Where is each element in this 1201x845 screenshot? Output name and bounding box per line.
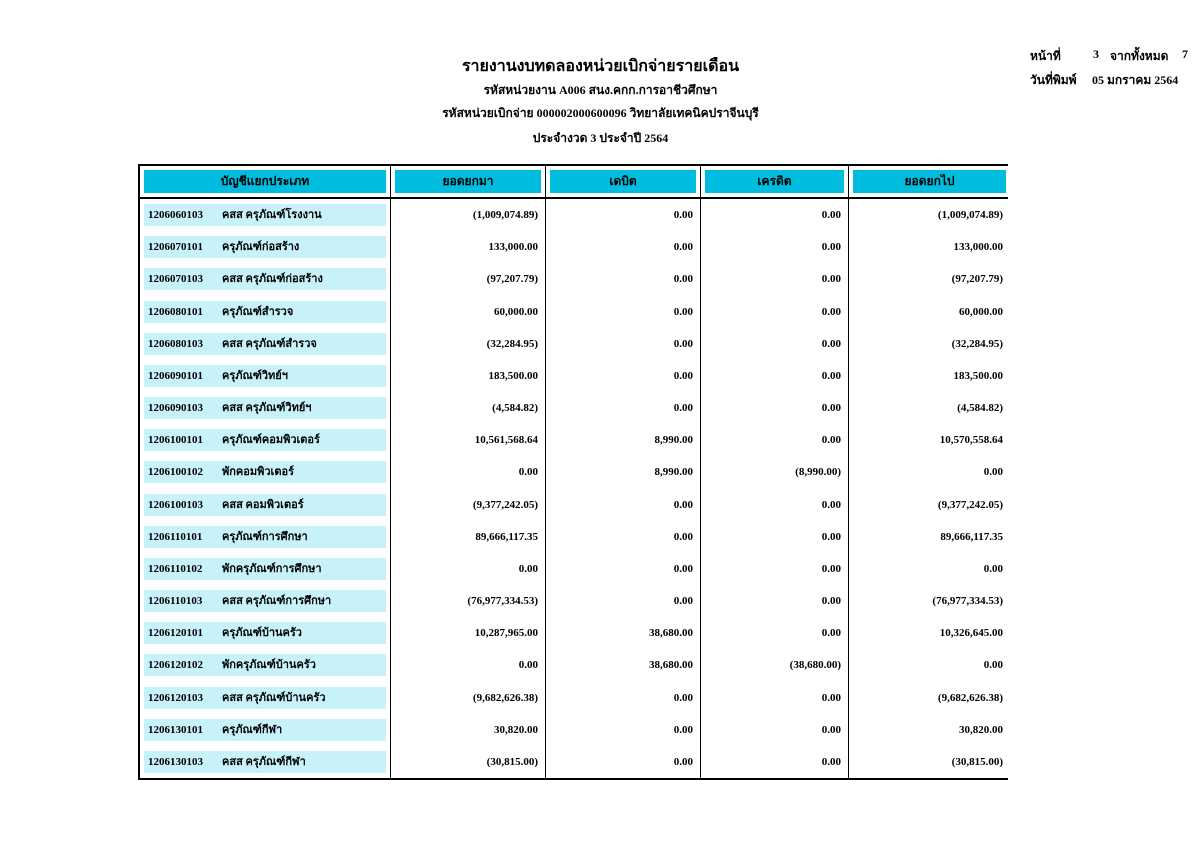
credit-value: 0.00 <box>700 424 848 456</box>
table-row <box>140 682 1006 714</box>
account-code: 1206100101 <box>148 434 203 447</box>
account-code: 1206090101 <box>148 369 203 382</box>
debit-value: 0.00 <box>545 199 700 231</box>
brought-forward-value: 0.00 <box>390 553 545 585</box>
account-band <box>144 204 386 226</box>
debit-value: 8,990.00 <box>545 456 700 488</box>
account-name: คสส ครุภัณฑ์วิทย์ฯ <box>222 402 312 415</box>
account-code: 1206130103 <box>148 756 203 768</box>
account-band <box>144 429 386 451</box>
debit-value: 0.00 <box>545 682 700 714</box>
brought-forward-value: 89,666,117.35 <box>390 521 545 553</box>
debit-value: 0.00 <box>545 263 700 295</box>
header-cell-credit <box>700 166 848 197</box>
carried-forward-value: (1,009,074.89) <box>848 199 1010 231</box>
carried-forward-value: (76,977,334.53) <box>848 585 1010 617</box>
carried-forward-value: 0.00 <box>848 456 1010 488</box>
disburse-unit-line: รหัสหน่วยเบิกจ่าย 000002000600096 วิทยาลัยเทคนิคปราจีนบุรี <box>442 106 759 120</box>
table-row <box>140 328 1006 360</box>
account-cell <box>140 263 390 295</box>
account-cell <box>140 199 390 231</box>
credit-value: 0.00 <box>700 360 848 392</box>
account-band <box>144 558 386 580</box>
brought-forward-value: 30,820.00 <box>390 714 545 746</box>
account-code: 1206070101 <box>148 241 203 254</box>
table-row <box>140 714 1006 746</box>
account-name: ครุภัณฑ์สำรวจ <box>222 305 294 318</box>
account-cell <box>140 617 390 649</box>
account-code: 1206100102 <box>148 466 203 479</box>
account-code: 1206080101 <box>148 305 203 318</box>
page-number-line <box>1030 47 1190 66</box>
carried-forward-value: 30,820.00 <box>848 714 1010 746</box>
account-code: 1206120101 <box>148 627 203 640</box>
table-row <box>140 231 1006 263</box>
column-header-credit: เครดิต <box>705 170 844 193</box>
account-band <box>144 397 386 419</box>
account-cell <box>140 746 390 778</box>
carried-forward-value: 60,000.00 <box>848 296 1010 328</box>
account-name: ครุภัณฑ์ก่อสร้าง <box>222 241 300 254</box>
account-cell <box>140 682 390 714</box>
table-body <box>140 199 1006 778</box>
account-band <box>144 333 386 355</box>
table-row <box>140 553 1006 585</box>
credit-value: 0.00 <box>700 682 848 714</box>
carried-forward-value: 0.00 <box>848 649 1010 681</box>
account-cell <box>140 296 390 328</box>
brought-forward-value: 60,000.00 <box>390 296 545 328</box>
account-cell <box>140 392 390 424</box>
credit-value: (8,990.00) <box>700 456 848 488</box>
account-band <box>144 622 386 644</box>
account-name: ครุภัณฑ์การศึกษา <box>222 530 308 543</box>
account-name: พักครุภัณฑ์บ้านครัว <box>222 659 316 672</box>
account-name: ครุภัณฑ์วิทย์ฯ <box>222 369 288 382</box>
carried-forward-value: (9,682,626.38) <box>848 682 1010 714</box>
carried-forward-value: 183,500.00 <box>848 360 1010 392</box>
debit-value: 0.00 <box>545 296 700 328</box>
header-cell-carried-forward <box>848 166 1010 197</box>
table-row <box>140 617 1006 649</box>
account-band <box>144 494 386 516</box>
brought-forward-value: 0.00 <box>390 649 545 681</box>
print-date: 05 มกราคม 2564 <box>1092 73 1179 87</box>
account-code: 1206110102 <box>148 562 203 575</box>
credit-value: 0.00 <box>700 617 848 649</box>
account-band <box>144 590 386 612</box>
credit-value: 0.00 <box>700 585 848 617</box>
carried-forward-value: 10,570,558.64 <box>848 424 1010 456</box>
brought-forward-value: 183,500.00 <box>390 360 545 392</box>
print-date-line <box>1030 71 1190 90</box>
agency-code-line: รหัสหน่วยงาน A006 สนง.คกก.การอาชีวศึกษา <box>483 83 718 97</box>
account-cell <box>140 424 390 456</box>
account-band <box>144 526 386 548</box>
account-name: คสส ครุภัณฑ์บ้านครัว <box>222 691 326 704</box>
credit-value: 0.00 <box>700 746 848 778</box>
period-line: ประจำงวด 3 ประจำปี 2564 <box>532 131 669 145</box>
carried-forward-value: (30,815.00) <box>848 746 1010 778</box>
credit-value: 0.00 <box>700 199 848 231</box>
debit-value: 0.00 <box>545 553 700 585</box>
table-row <box>140 456 1006 488</box>
table-header-row <box>140 166 1006 199</box>
table-row <box>140 649 1006 681</box>
carried-forward-value: (9,377,242.05) <box>848 489 1010 521</box>
print-date-label: วันที่พิมพ์ <box>1030 73 1077 87</box>
carried-forward-value: 133,000.00 <box>848 231 1010 263</box>
account-code: 1206130101 <box>148 723 203 736</box>
credit-value: 0.00 <box>700 231 848 263</box>
account-name: พักครุภัณฑ์การศึกษา <box>222 562 322 575</box>
column-header-account: บัญชีแยกประเภท <box>144 170 386 193</box>
account-cell <box>140 714 390 746</box>
debit-value: 38,680.00 <box>545 649 700 681</box>
brought-forward-value: (1,009,074.89) <box>390 199 545 231</box>
credit-value: 0.00 <box>700 521 848 553</box>
table-row <box>140 424 1006 456</box>
credit-value: 0.00 <box>700 714 848 746</box>
debit-value: 0.00 <box>545 521 700 553</box>
brought-forward-value: 133,000.00 <box>390 231 545 263</box>
credit-value: 0.00 <box>700 328 848 360</box>
header-cell-brought-forward <box>390 166 545 197</box>
debit-value: 0.00 <box>545 714 700 746</box>
debit-value: 0.00 <box>545 328 700 360</box>
brought-forward-value: (9,377,242.05) <box>390 489 545 521</box>
report-title: รายงานงบทดลองหน่วยเบิกจ่ายรายเดือน <box>461 58 740 75</box>
table-row <box>140 585 1006 617</box>
account-band <box>144 268 386 290</box>
credit-value: 0.00 <box>700 489 848 521</box>
account-band <box>144 654 386 676</box>
table-row <box>140 746 1006 778</box>
carried-forward-value: 10,326,645.00 <box>848 617 1010 649</box>
account-band <box>144 687 386 709</box>
account-cell <box>140 360 390 392</box>
debit-value: 0.00 <box>545 392 700 424</box>
account-code: 1206080103 <box>148 337 203 350</box>
debit-value: 0.00 <box>545 746 700 778</box>
header-cell-debit <box>545 166 700 197</box>
trial-balance-table <box>138 164 1008 780</box>
page-info <box>1030 47 1190 95</box>
carried-forward-value: (97,207.79) <box>848 263 1010 295</box>
account-code: 1206070103 <box>148 273 203 286</box>
account-cell <box>140 231 390 263</box>
account-name: พักคอมพิวเตอร์ <box>222 466 294 479</box>
carried-forward-value: 89,666,117.35 <box>848 521 1010 553</box>
total-pages: 7 <box>1182 47 1188 61</box>
account-cell <box>140 521 390 553</box>
account-name: คสส ครุภัณฑ์กีฬา <box>222 756 306 768</box>
account-code: 1206090103 <box>148 402 203 415</box>
debit-value: 0.00 <box>545 489 700 521</box>
credit-value: 0.00 <box>700 296 848 328</box>
carried-forward-value: (4,584.82) <box>848 392 1010 424</box>
brought-forward-value: 10,287,965.00 <box>390 617 545 649</box>
account-name: ครุภัณฑ์บ้านครัว <box>222 627 302 640</box>
account-cell <box>140 585 390 617</box>
account-name: คสส ครุภัณฑ์โรงงาน <box>222 209 322 222</box>
account-cell <box>140 553 390 585</box>
account-name: คสส ครุภัณฑ์ก่อสร้าง <box>222 273 323 286</box>
brought-forward-value: 10,561,568.64 <box>390 424 545 456</box>
account-cell <box>140 489 390 521</box>
account-name: ครุภัณฑ์กีฬา <box>222 723 283 736</box>
carried-forward-value: (32,284.95) <box>848 328 1010 360</box>
account-code: 1206120103 <box>148 691 203 704</box>
table-row <box>140 360 1006 392</box>
debit-value: 0.00 <box>545 585 700 617</box>
column-header-debit: เดบิต <box>550 170 696 193</box>
table-row <box>140 392 1006 424</box>
page-number: 3 <box>1093 47 1099 61</box>
account-code: 1206110101 <box>148 530 203 543</box>
table-row <box>140 489 1006 521</box>
account-name: คสส ครุภัณฑ์การศึกษา <box>222 595 332 608</box>
credit-value: 0.00 <box>700 263 848 295</box>
carried-forward-value: 0.00 <box>848 553 1010 585</box>
account-code: 1206060103 <box>148 209 203 222</box>
account-name: คสส คอมพิวเตอร์ <box>222 498 304 511</box>
page-label: หน้าที่ <box>1030 49 1061 63</box>
credit-value: 0.00 <box>700 392 848 424</box>
brought-forward-value: (4,584.82) <box>390 392 545 424</box>
table-row <box>140 296 1006 328</box>
credit-value: 0.00 <box>700 553 848 585</box>
debit-value: 0.00 <box>545 231 700 263</box>
debit-value: 38,680.00 <box>545 617 700 649</box>
account-band <box>144 365 386 387</box>
table-row <box>140 521 1006 553</box>
brought-forward-value: (9,682,626.38) <box>390 682 545 714</box>
account-cell <box>140 328 390 360</box>
account-band <box>144 461 386 483</box>
account-band <box>144 719 386 741</box>
column-header-brought-forward: ยอดยกมา <box>395 170 541 193</box>
debit-value: 0.00 <box>545 360 700 392</box>
brought-forward-value: (97,207.79) <box>390 263 545 295</box>
account-cell <box>140 456 390 488</box>
account-code: 1206100103 <box>148 498 203 511</box>
account-band <box>144 236 386 258</box>
account-band <box>144 751 386 773</box>
column-header-carried-forward: ยอดยกไป <box>853 170 1006 193</box>
brought-forward-value: (32,284.95) <box>390 328 545 360</box>
brought-forward-value: 0.00 <box>390 456 545 488</box>
account-cell <box>140 649 390 681</box>
table-row <box>140 263 1006 295</box>
table-row <box>140 199 1006 231</box>
account-name: คสส ครุภัณฑ์สำรวจ <box>222 337 317 350</box>
account-code: 1206120102 <box>148 659 203 672</box>
brought-forward-value: (30,815.00) <box>390 746 545 778</box>
credit-value: (38,680.00) <box>700 649 848 681</box>
account-band <box>144 301 386 323</box>
brought-forward-value: (76,977,334.53) <box>390 585 545 617</box>
total-pages-label: จากทั้งหมด <box>1110 49 1169 63</box>
header-cell-account <box>140 166 390 197</box>
account-code: 1206110103 <box>148 595 203 608</box>
debit-value: 8,990.00 <box>545 424 700 456</box>
account-name: ครุภัณฑ์คอมพิวเตอร์ <box>222 434 320 447</box>
